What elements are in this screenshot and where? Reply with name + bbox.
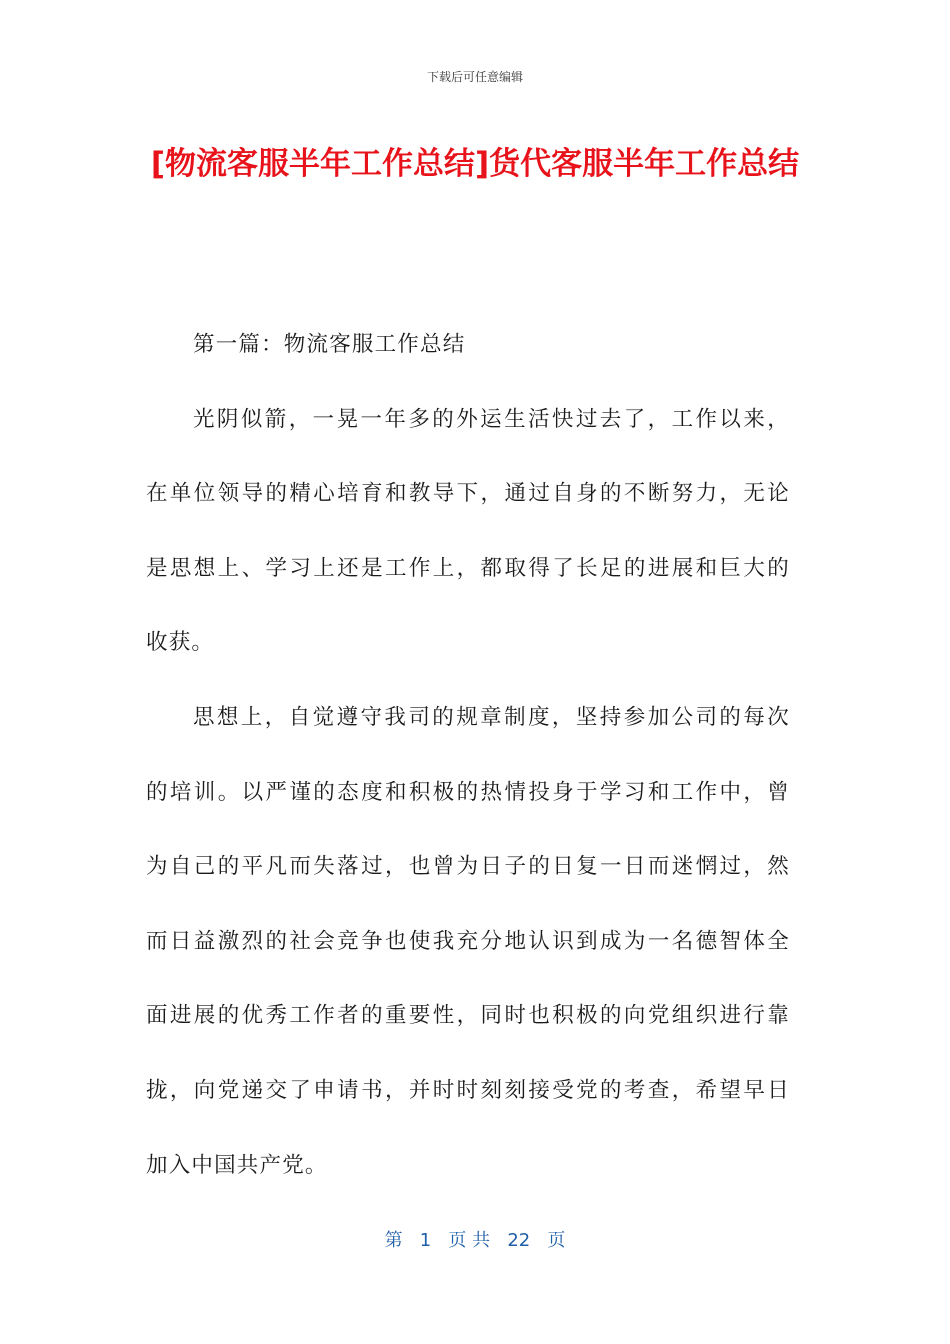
- page-footer: [0, 1226, 950, 1252]
- footer-suffix: 页: [547, 1230, 566, 1251]
- body-line: 为自己的平凡而失落过，也曾为日子的日复一日而迷惘过，然: [146, 854, 790, 880]
- footer-prefix: 第: [384, 1230, 403, 1251]
- body-line: 光阴似箭，一晃一年多的外运生活快过去了，工作以来，: [193, 406, 790, 432]
- body-line: 加入中国共产党。: [146, 1152, 328, 1178]
- body-line: 的培训。以严谨的态度和积极的热情投身于学习和工作中，曾: [146, 779, 790, 805]
- body-line: 面进展的优秀工作者的重要性，同时也积极的向党组织进行靠: [146, 1003, 790, 1029]
- document-body: [146, 326, 790, 1221]
- body-line: 而日益激烈的社会竞争也使我充分地认识到成为一名德智体全: [146, 928, 790, 954]
- body-line: 拢，向党递交了申请书，并时时刻刻接受党的考查，希望早日: [146, 1077, 790, 1103]
- document-title: [物流客服半年工作总结]货代客服半年工作总结: [150, 146, 800, 182]
- footer-total-pages: 22: [507, 1230, 531, 1251]
- header-note: 下载后可任意编辑: [426, 70, 523, 84]
- body-line: 思想上，自觉遵守我司的规章制度，坚持参加公司的每次: [193, 704, 790, 730]
- body-line: 第一篇：物流客服工作总结: [193, 332, 466, 357]
- body-line: 是思想上、学习上还是工作上，都取得了长足的进展和巨大的: [146, 555, 790, 581]
- footer-middle: 页 共: [448, 1230, 491, 1251]
- body-line: 收获。: [146, 630, 215, 656]
- body-line: 在单位领导的精心培育和教导下，通过自身的不断努力，无论: [146, 481, 790, 507]
- footer-page-number: 1: [419, 1230, 432, 1251]
